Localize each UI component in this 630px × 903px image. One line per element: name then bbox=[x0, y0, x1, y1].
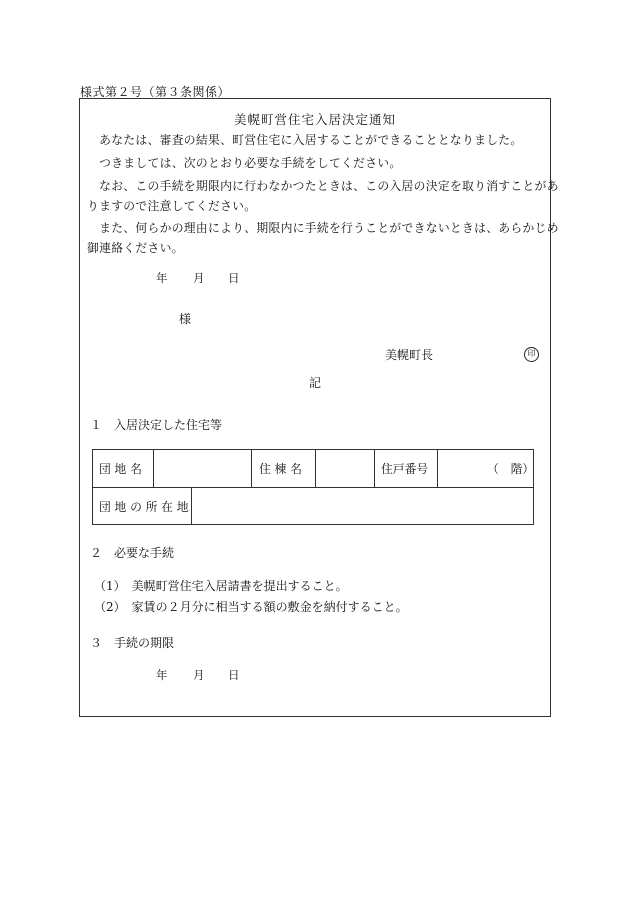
housing-table-row-2 bbox=[93, 488, 533, 524]
location-label: 団 地 の 所 在 地 bbox=[99, 499, 189, 514]
seal-mark bbox=[524, 345, 539, 362]
jukoh-bango-label: 住戸番号 bbox=[381, 462, 429, 476]
seal-icon: 印 bbox=[524, 347, 539, 362]
body-paragraph-4-line-1: また、何らかの理由により、期限内に手続を行うことができないときは、あらかじめ bbox=[99, 221, 559, 235]
notice-date-day: 日 bbox=[228, 271, 240, 285]
notice-date-year: 年 bbox=[156, 271, 168, 285]
body-paragraph-3-line-1: なお、この手続を期限内に行わなかつたときは、この入居の決定を取り消すことがあ bbox=[99, 179, 559, 193]
section-2-title: 必要な手続 bbox=[114, 546, 175, 560]
form-number: 様式第２号（第３条関係） bbox=[80, 85, 231, 99]
location-value[interactable] bbox=[192, 488, 534, 524]
section-3-heading bbox=[90, 634, 174, 651]
procedure-item-1-text: 美幌町営住宅入居請書を提出すること。 bbox=[131, 579, 348, 593]
section-3-number: ３ bbox=[90, 636, 103, 650]
danchi-name-label: 団 地 名 bbox=[99, 462, 142, 476]
section-1-number: １ bbox=[90, 418, 103, 432]
body-paragraph-3-line-2: りますので注意してください。 bbox=[87, 199, 257, 213]
procedure-item-1 bbox=[94, 577, 348, 594]
procedure-item-1-number: （1） bbox=[94, 579, 120, 593]
ki-heading: 記 bbox=[309, 376, 322, 390]
danchi-name-value[interactable] bbox=[154, 450, 251, 487]
issuer-name: 美幌町長 bbox=[385, 348, 434, 362]
section-1-title: 入居決定した住宅等 bbox=[114, 418, 223, 432]
body-paragraph-2: つきましては、次のとおり必要な手続をしてください。 bbox=[99, 156, 402, 170]
housing-table-row-1 bbox=[93, 450, 533, 488]
addressee-suffix: 様 bbox=[179, 312, 192, 326]
section-3-title: 手続の期限 bbox=[114, 636, 175, 650]
deadline-date-day: 日 bbox=[228, 668, 240, 682]
procedure-item-2-text: 家賃の２月分に相当する額の敷金を納付すること。 bbox=[131, 600, 408, 614]
floor-value[interactable]: （ 階） bbox=[487, 462, 535, 476]
section-1-heading bbox=[90, 416, 222, 433]
section-2-heading bbox=[90, 544, 174, 561]
jutou-name-value[interactable] bbox=[316, 450, 374, 487]
body-paragraph-4-line-2: 御連絡ください。 bbox=[87, 241, 184, 255]
procedure-item-2 bbox=[94, 598, 408, 615]
body-paragraph-1: あなたは、審査の結果、町営住宅に入居することができることとなりました。 bbox=[99, 133, 523, 147]
deadline-date-year: 年 bbox=[156, 668, 168, 682]
procedure-item-2-number: （2） bbox=[94, 600, 120, 614]
notice-title: 美幌町営住宅入居決定通知 bbox=[233, 112, 396, 127]
deadline-date-month: 月 bbox=[193, 668, 205, 682]
housing-table bbox=[92, 449, 534, 525]
notice-date-month: 月 bbox=[193, 271, 205, 285]
notice-frame bbox=[79, 98, 559, 717]
jutou-name-label: 住 棟 名 bbox=[259, 462, 302, 476]
section-2-number: ２ bbox=[90, 546, 103, 560]
